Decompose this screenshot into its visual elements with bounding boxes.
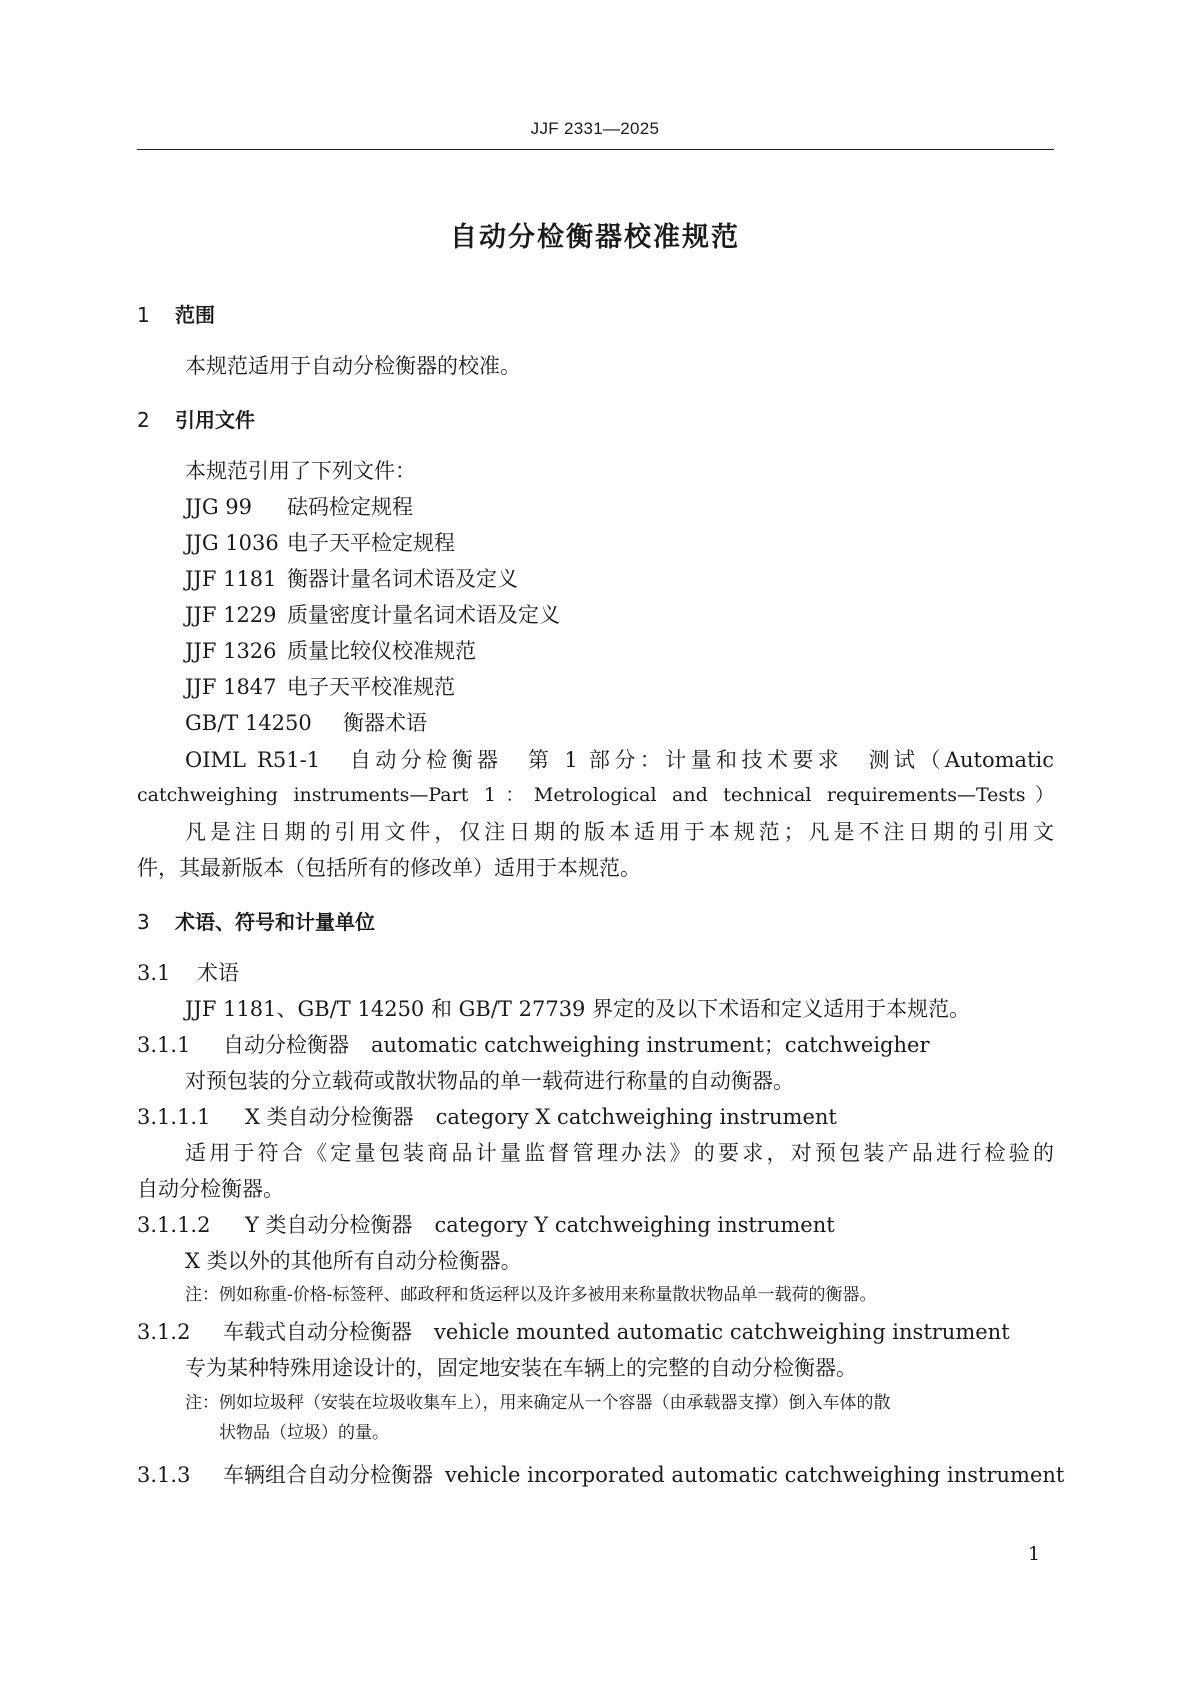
reference-code: GB/T 14250 — [185, 711, 312, 735]
section-1-heading — [137, 305, 215, 325]
term-number: 3.1.1 — [137, 1033, 191, 1057]
subsection-3-1-heading — [137, 963, 239, 984]
header-divider — [137, 149, 1054, 150]
term-english: category Y catchweighing instrument — [434, 1213, 835, 1237]
section-number: 3 — [137, 910, 150, 934]
term-number: 3.1.2 — [137, 1320, 191, 1344]
oiml-reference-line-1: OIML R51-1 自动分检衡器 第 1 部分：计量和技术要求 测试（Automatic — [185, 748, 1054, 772]
reference-item — [185, 677, 455, 698]
reference-name: 衡器计量名词术语及定义 — [287, 567, 518, 591]
reference-code: JJF 1326 — [185, 639, 277, 663]
term-3-1-1-1-definition-line-2: 自动分检衡器。 — [137, 1177, 284, 1201]
dated-references-line-2: 件，其最新版本（包括所有的修改单）适用于本规范。 — [137, 856, 641, 880]
reference-name: 电子天平校准规范 — [287, 675, 455, 699]
term-3-1-1-heading — [137, 1035, 930, 1056]
reference-code: JJF 1229 — [185, 603, 277, 627]
subsection-number: 3.1 — [137, 961, 171, 985]
standard-code-header: JJF 2331—2025 — [530, 119, 660, 138]
term-number: 3.1.1.2 — [137, 1213, 211, 1237]
reference-name: 质量密度计量名词术语及定义 — [287, 603, 560, 627]
term-3-1-1-2-heading — [137, 1215, 835, 1236]
section-title: 术语、符号和计量单位 — [175, 910, 375, 934]
section-3-heading — [137, 912, 375, 932]
subsection-title: 术语 — [197, 961, 239, 985]
term-3-1-3-heading — [137, 1465, 1064, 1486]
reference-code: JJG 99 — [185, 495, 253, 519]
dated-references-line-1: 凡是注日期的引用文件，仅注日期的版本适用于本规范；凡是不注日期的引用文 — [185, 820, 1054, 844]
section-title: 引用文件 — [175, 408, 255, 432]
term-3-1-2-heading — [137, 1322, 1010, 1343]
term-english: vehicle mounted automatic catchweighing instrument — [434, 1320, 1010, 1344]
section-2-heading — [137, 410, 255, 430]
term-english: vehicle incorporated automatic catchweighing instrument — [445, 1463, 1065, 1487]
reference-name: 质量比较仪校准规范 — [287, 639, 476, 663]
page-number: 1 — [1028, 1543, 1041, 1565]
term-number: 3.1.1.1 — [137, 1105, 211, 1129]
term-chinese: 自动分检衡器 — [223, 1033, 349, 1057]
reference-item — [185, 569, 518, 590]
reference-item — [185, 713, 427, 734]
section-title: 范围 — [175, 303, 215, 327]
references-intro: 本规范引用了下列文件： — [185, 459, 416, 483]
oiml-reference-line-2: catchweighing instruments—Part 1：Metrological and technical requirements—Tests） — [137, 784, 1054, 806]
section-number: 2 — [137, 408, 150, 432]
reference-item — [185, 497, 413, 518]
reference-code: JJG 1036 — [185, 531, 279, 555]
term-3-1-1-2-note: 注：例如称重-价格-标签秤、邮政秤和货运秤以及许多被用来称量散状物品单一载荷的衡器。 — [185, 1285, 877, 1305]
reference-item — [185, 533, 455, 554]
reference-item — [185, 605, 560, 626]
document-title: 自动分检衡器校准规范 — [450, 222, 740, 253]
section-number: 1 — [137, 303, 150, 327]
term-chinese: X 类自动分检衡器 — [245, 1105, 414, 1129]
reference-name: 电子天平检定规程 — [287, 531, 455, 555]
term-3-1-2-definition: 专为某种特殊用途设计的，固定地安装在车辆上的完整的自动分检衡器。 — [185, 1356, 857, 1380]
reference-item — [185, 641, 476, 662]
term-english: category X catchweighing instrument — [435, 1105, 837, 1129]
term-chinese: Y 类自动分检衡器 — [245, 1213, 413, 1237]
section-1-body: 本规范适用于自动分检衡器的校准。 — [185, 354, 521, 378]
term-chinese: 车辆组合自动分检衡器 — [223, 1463, 433, 1487]
term-3-1-2-note-line-2: 状物品（垃圾）的量。 — [219, 1423, 389, 1443]
term-chinese: 车载式自动分检衡器 — [223, 1320, 412, 1344]
term-number: 3.1.3 — [137, 1463, 191, 1487]
reference-code: JJF 1181 — [185, 567, 277, 591]
term-3-1-1-1-heading — [137, 1107, 837, 1128]
term-3-1-1-definition: 对预包装的分立载荷或散状物品的单一载荷进行称量的自动衡器。 — [185, 1069, 794, 1093]
term-3-1-2-note-line-1: 注：例如垃圾秤（安装在垃圾收集车上），用来确定从一个容器（由承载器支撑）倒入车体的散 — [185, 1393, 891, 1413]
reference-code: JJF 1847 — [185, 675, 277, 699]
term-3-1-1-1-definition-line-1: 适用于符合《定量包装商品计量监督管理办法》的要求，对预包装产品进行检验的 — [185, 1141, 1054, 1165]
reference-name: 砝码检定规程 — [287, 495, 413, 519]
term-english: automatic catchweighing instrument；catchweigher — [371, 1033, 930, 1057]
reference-name: 衡器术语 — [343, 711, 427, 735]
subsection-3-1-body: JJF 1181、GB/T 14250 和 GB/T 27739 界定的及以下术语和定义适用于本规范。 — [185, 997, 971, 1021]
term-3-1-1-2-definition: X 类以外的其他所有自动分检衡器。 — [185, 1249, 522, 1273]
